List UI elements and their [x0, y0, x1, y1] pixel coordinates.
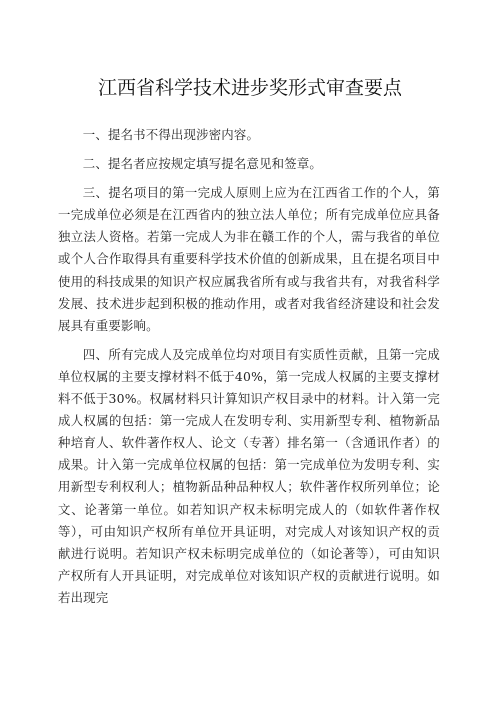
document-body [58, 122, 440, 609]
paragraph-4: 四、所有完成人及完成单位均对项目有实质性贡献，且第一完成单位权属的主要支撑材料不低于40%，第一完成人权属的主要支撑材料不低于30%。权属材料只计算知识产权目录中的材料。计入第一完成人权属的包括：第一完成人在发明专利、实用新型专利、植物新品种培育人、软件著作权人、论文（专著）排名第一（含通讯作者）的成果。计入第一完成单位权属的包括：第一完成单位为发明专利、实用新型专利权利人；植物新品种品种权人；软件著作权所列单位；论文、论著第一单位。如若知识产权未标明完成人的（如软件著作权等），可由知识产权所有单位开具证明，对完成人对该知识产权的贡献进行说明。若知识产权未标明完成单位的（如论著等），可由知识产权所有人开具证明，对完成单位对该知识产权的贡献进行说明。如若出现完 [58, 346, 440, 605]
paragraph-2: 二、提名者应按规定填写提名意见和签章。 [82, 156, 323, 172]
paragraph-3: 三、提名项目的第一完成人原则上应为在江西省工作的个人，第一完成单位必须是在江西省内的独立法人单位；所有完成单位应具备独立法人资格。若第一完成人为非在赣工作的个人，需与我省的单位或个人合作取得具有重要科学技术价值的创新成果，且在提名项目中使用的科技成果的知识产权应属我省所有或与我省共有，对我省科学发展、技术进步起到积极的推动作用，或者对我省经济建设和社会发展具有重要影响。 [58, 185, 440, 333]
paragraph-1: 一、提名书不得出现涉密内容。 [82, 127, 260, 142]
document-title: 江西省科学技术进步奖形式审查要点 [97, 77, 402, 99]
